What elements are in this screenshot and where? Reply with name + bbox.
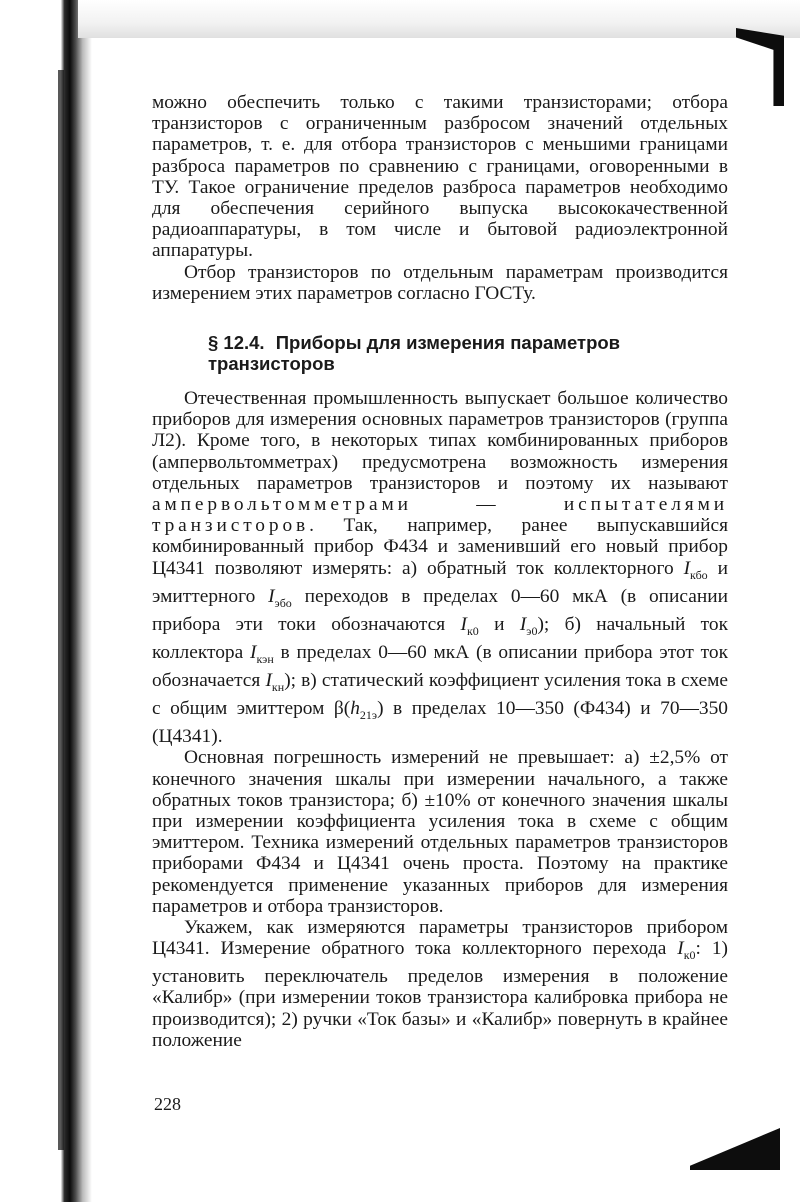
- math-subscript: эбо: [274, 595, 292, 610]
- math-subscript: к0: [683, 948, 696, 963]
- paragraph-5: [152, 917, 728, 1051]
- math-subscript: 21э: [359, 707, 378, 722]
- math-subscript: кэн: [256, 651, 274, 666]
- section-heading: [208, 332, 728, 374]
- paragraph-4: Основная погрешность измерений не превышает: а) ±2,5% от конечного значения шкалы при измерении начального, а также обратных токов транзистора; б) ±10% от конечного значения шкалы при измерении коэффициента усиления тока в схеме с общим эмиттером. Техника измерений отдельных параметров транзисторов приборами Ф434 и Ц4341 очень проста. Поэтому на практике рекомендуется применение указанных приборов для измерения параметров и отбора транзисторов.: [152, 747, 728, 917]
- math-subscript: кн: [271, 679, 285, 694]
- text-run: ) в пределах 10—350 (Ф434) и 70—350 (Ц4341).: [152, 698, 728, 748]
- section-title: Приборы для измерения параметров транзисторов: [208, 332, 621, 375]
- book-page: [152, 92, 728, 1051]
- text-run: ); б) начальный ток коллектора: [152, 613, 728, 663]
- math-symbol: I: [519, 613, 527, 635]
- text-run: : 1) установить переключатель пределов измерения в положение «Калибр» (при измерении токов транзистора калибровка прибора не производится); 2) ручки «Ток базы» и «Калибр» повернуть в крайнее положение: [152, 938, 729, 1051]
- text-run: и эмиттерного: [152, 557, 728, 607]
- text-run: и: [478, 613, 520, 635]
- scan-corner-top-right: [736, 28, 784, 106]
- text-run: в пределах 0—60 мкА (в описании прибора этот ток обозначается: [152, 641, 728, 691]
- math-symbol: I: [268, 585, 275, 607]
- page-number: 228: [154, 1094, 181, 1114]
- text-run: . Так, например, ранее выпускавшийся комбинированный прибор Ф434 и заменивший его новый прибор Ц4341 позволяют измерять: а) обратный ток коллекторного: [152, 515, 728, 579]
- text-run: Укажем, как измеряются параметры транзисторов прибором Ц4341. Измерение обратного тока коллекторного перехода: [152, 916, 728, 960]
- paragraph-2: Отбор транзисторов по отдельным параметрам производится измерением этих параметров согласно ГОСТу.: [152, 261, 728, 304]
- math-subscript: э0: [526, 623, 538, 638]
- text-run: Отечественная промышленность выпускает большое количество приборов для измерения основных параметров транзисторов (группа Л2). Кроме того, в некоторых типах комбинированных приборов (ампервольтомметрах) предусмотрена возможность измерения отдельных параметров транзисторов и поэтому их называют: [152, 388, 728, 494]
- math-subscript: кбо: [690, 567, 708, 582]
- math-symbol: I: [250, 641, 257, 663]
- scan-shadow-left: [0, 0, 92, 1202]
- math-symbol: I: [683, 557, 691, 579]
- spaced-term: ампервольтомметрами — испытателями транзисторов: [152, 494, 728, 537]
- text-run: переходов в пределах 0—60 мкА (в описании прибора эти токи обозначаются: [152, 585, 728, 635]
- paragraph-3: [152, 388, 728, 747]
- scan-shadow-top: [78, 0, 800, 38]
- math-symbol: h: [350, 698, 360, 720]
- math-symbol: I: [677, 938, 684, 960]
- paragraph-1: можно обеспечить только с такими транзисторами; отбора транзисторов с ограниченным разбросом значений отдельных параметров, т. е. для отбора транзисторов с меньшими границами разброса параметров по сравнению с границами, оговоренными в ТУ. Такое ограничение пределов разброса параметров необходимо для обеспечения серийного выпуска высококачественной радиоаппаратуры, в том числе и бытовой радиоэлектронной аппаратуры.: [152, 92, 728, 262]
- math-symbol: I: [265, 669, 272, 691]
- scan-corner-bottom-right: [690, 1128, 780, 1170]
- math-subscript: к0: [466, 623, 479, 638]
- math-symbol: I: [460, 613, 467, 635]
- section-number: § 12.4.: [208, 332, 265, 354]
- text-run: ); в) статический коэффициент усиления тока в схеме с общим эмиттером β(: [152, 669, 729, 720]
